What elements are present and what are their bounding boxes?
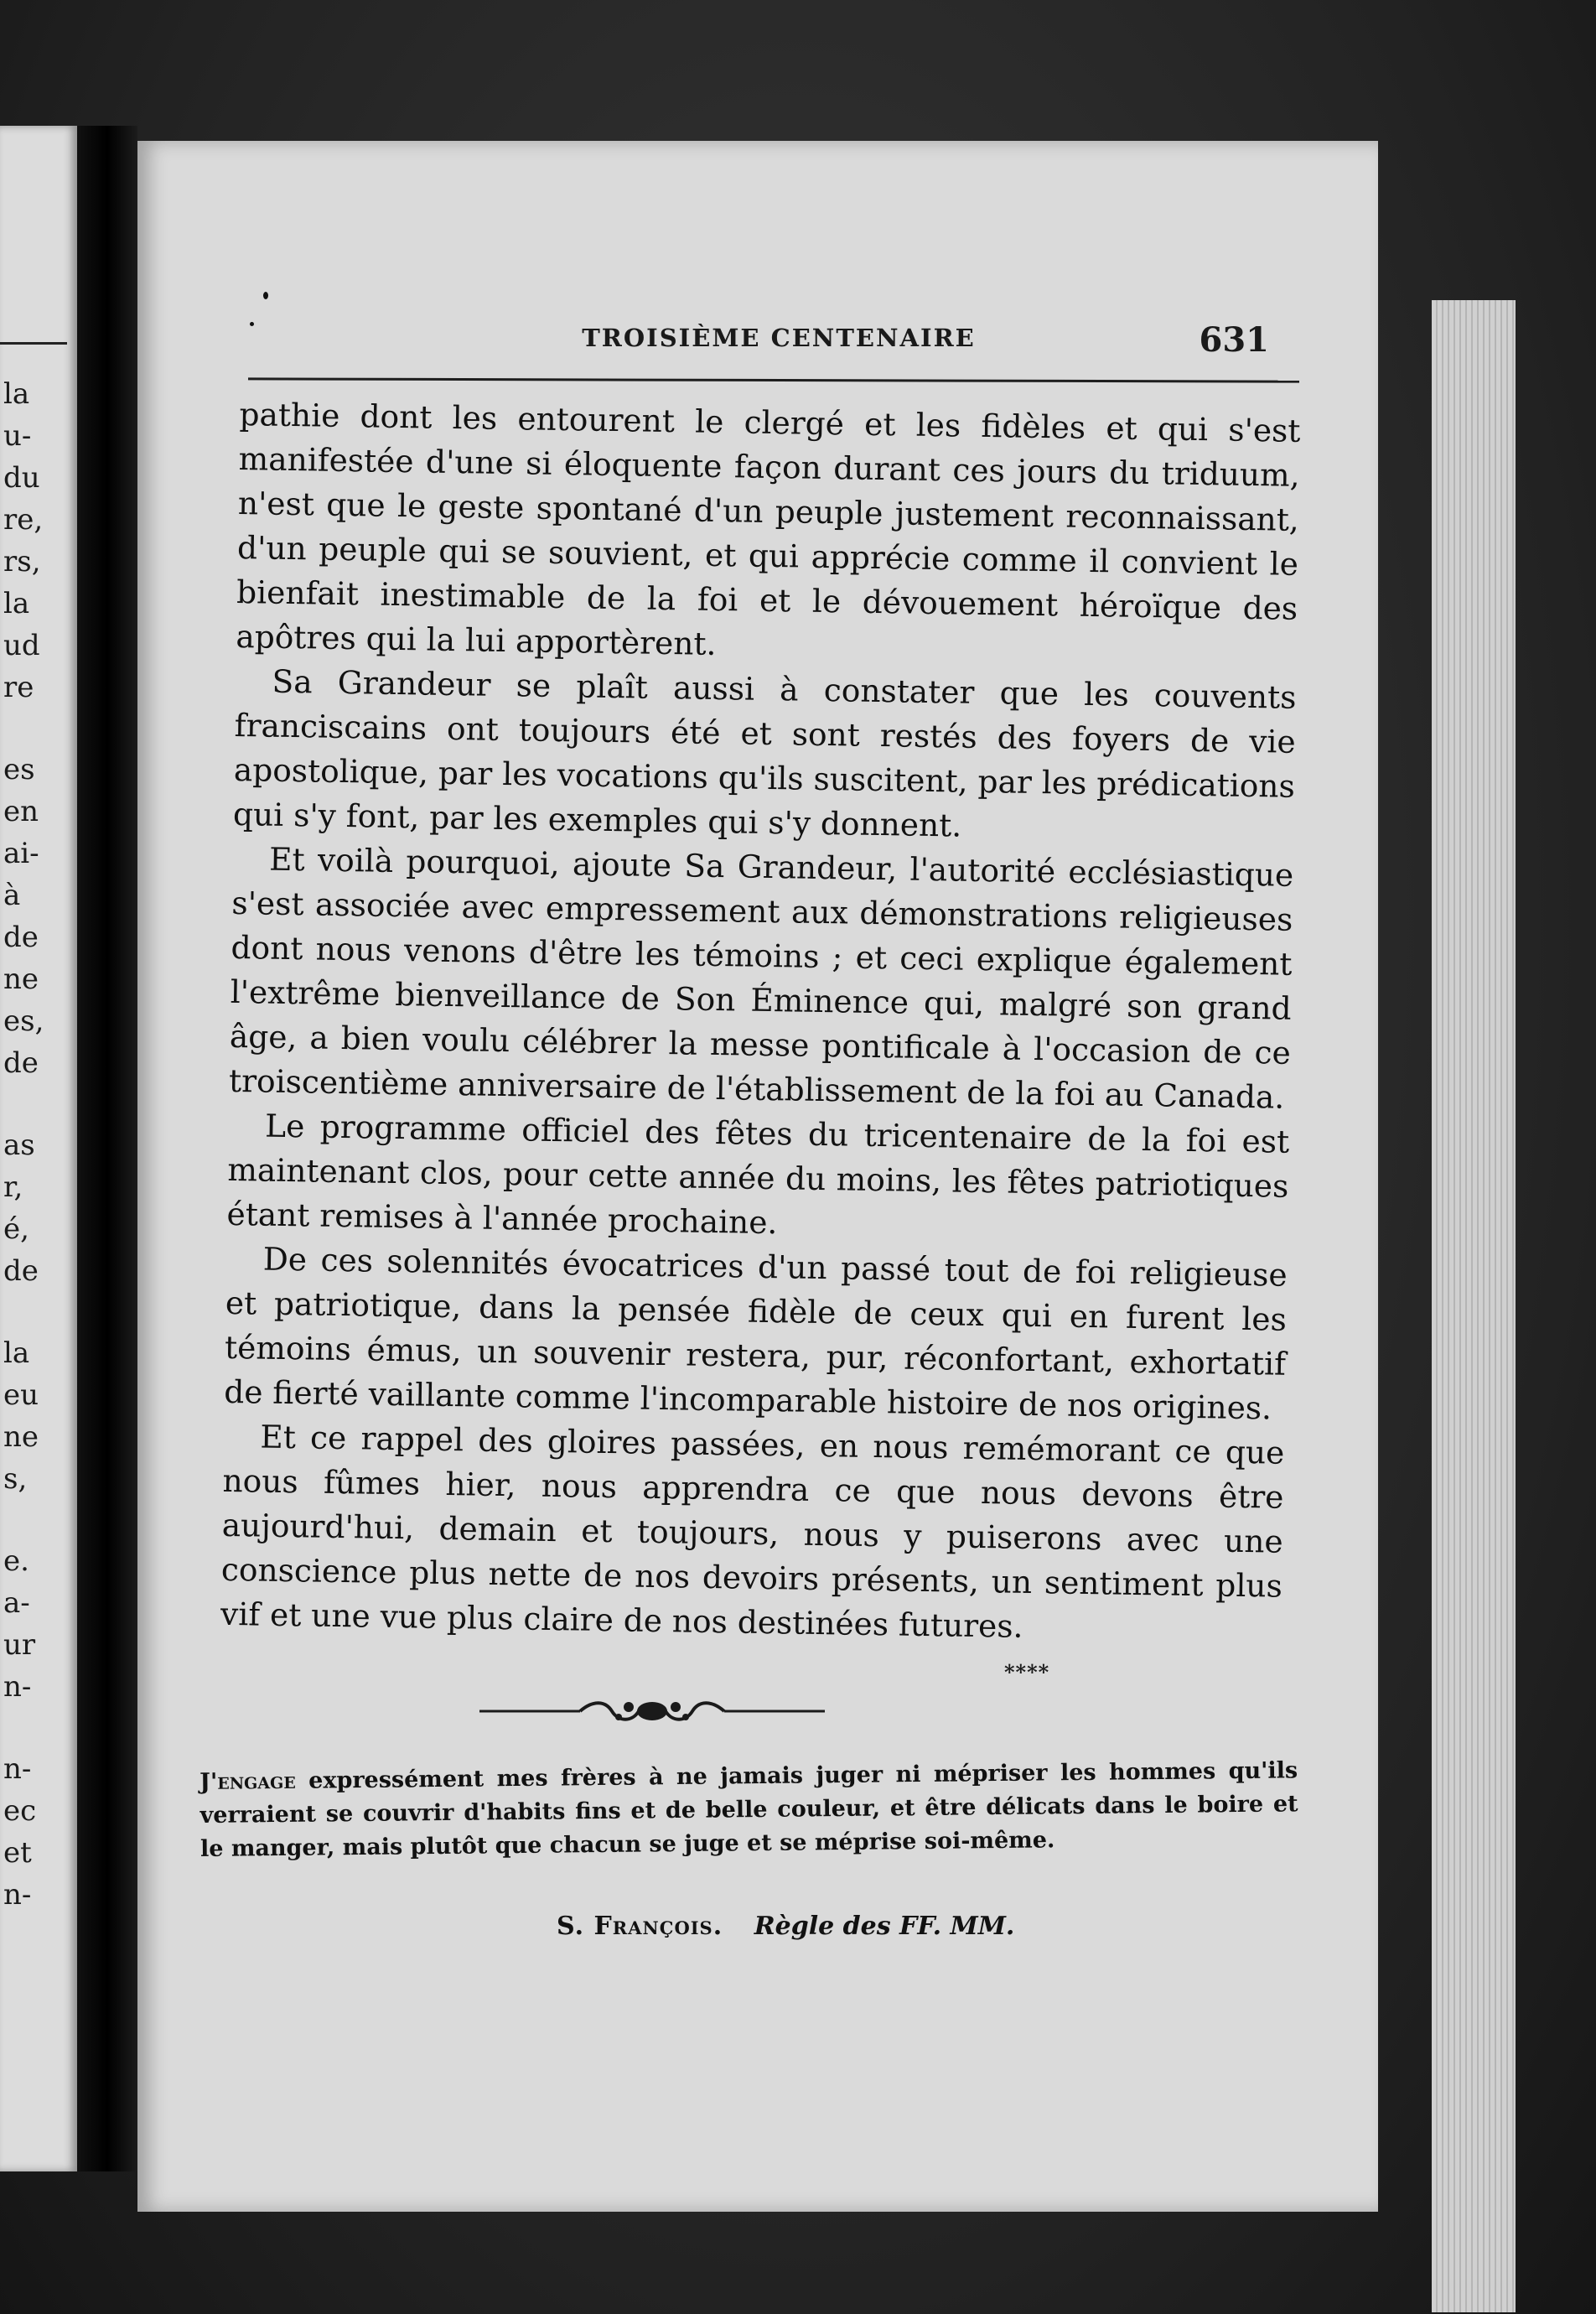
quote-lead: J'engage (200, 1767, 296, 1795)
paragraph: Sa Grandeur se plaît aussi à constater que les couvents franciscains ont toujours été et sont restés des foyers de vie apostolique, par les vocations qu'ils suscitent, par les prédications qui s'y font, par les exemples qui s'y donnent. (232, 662, 1297, 844)
book-gutter (77, 126, 137, 2171)
facing-page-fragment-line: la (3, 1336, 30, 1370)
paragraph: De ces solennités évocatrices d'un passé tout de foi religieuse et patriotique, dans la pensée fidèle de ceux qui en furent les témoins émus, un souvenir restera, pur, réconfortant, exhortatif de fierté vaillante comme l'incomparable histoire de nos origines. (223, 1240, 1288, 1427)
facing-page-fragment-line: à (3, 879, 21, 912)
facing-page-fragment-line: ne (3, 1420, 39, 1454)
facing-page-fragment-line: re, (3, 503, 44, 537)
facing-page-fragment-line: es, (3, 1004, 44, 1038)
facing-page-fragment-line: es (3, 753, 35, 786)
paragraph: Et ce rappel des gloires passées, en nous remémorant ce que nous fûmes hier, nous apprendra ce que nous devons être aujourd'hui, demain et toujours, nous y puiserons avec une conscience plus nette de nos devoirs présents, un sentiment plus vif et une vue plus claire de nos destinées futures. (220, 1418, 1285, 1645)
facing-page-fragment-line: u- (3, 419, 32, 453)
facing-page-fragment-line: de (3, 1046, 39, 1080)
facing-page-fragment-line: r, (3, 1170, 23, 1204)
paragraph: Et voilà pourquoi, ajoute Sa Grandeur, l'autorité ecclésiastique s'est associée avec empressement aux démonstrations religieuses dont nous venons d'être les témoins ; et ceci explique également l'extrême bienveillance de Son Éminence qui, malgré son grand âge, a bien voulu célébrer la messe pontificale à l'occasion de ce troiscentième anniversaire de l'établissement de la foi au Canada. (228, 840, 1294, 1116)
facing-page-fragment-line: eu (3, 1378, 39, 1412)
facing-page-fragment-line: et (3, 1836, 32, 1870)
paragraph: Le programme officiel des fêtes du tricentenaire de la foi est maintenant clos, pour cette année du moins, les fêtes patriotiques étant remises à l'année prochaine. (226, 1107, 1290, 1242)
facing-page-fragment-line: ec (3, 1794, 37, 1828)
facing-page-fragment-line: de (3, 1254, 39, 1288)
facing-page-fragment-line: e. (3, 1544, 29, 1578)
end-mark: **** (1004, 1660, 1050, 1684)
facing-page-fragment-line: la (3, 377, 30, 411)
facing-page-fragment-line: ud (3, 629, 40, 662)
page-number: 631 (1199, 320, 1269, 360)
facing-page-fragment-line: as (3, 1128, 35, 1162)
paragraph: pathie dont les entourent le clergé et les fidèles et qui s'est manifestée d'une si éloquente façon durant ces jours du triduum, n'est que le geste spontané d'un peuple justement reconnaissant, d'un peuple qui se souvient, et qui apprécie comme il convient le bienfait inestimable de la foi et le dévouement héroïque des apôtres qui la lui apportèrent. (236, 395, 1301, 662)
page-header (255, 320, 1303, 382)
facing-page-fragment-line: rs, (3, 545, 41, 578)
facing-page-fragment-line: s, (3, 1462, 28, 1496)
attribution-work: Règle des FF. MM. (754, 1912, 1015, 1941)
book-page (137, 141, 1378, 2212)
scan-speck (263, 292, 268, 299)
facing-page-fragment-line: n- (3, 1878, 32, 1912)
attribution-author: S. François. (557, 1912, 723, 1941)
body-text (220, 392, 1301, 1653)
facing-page-fragment-line: la (3, 587, 30, 620)
facing-page-fragment-line: n- (3, 1752, 32, 1786)
quote-attribution (557, 1912, 1014, 1941)
facing-page-rule (0, 342, 67, 345)
facing-page-fragment-line: ur (3, 1628, 36, 1662)
facing-page-fragment (0, 126, 77, 2171)
ornament-divider (479, 1692, 825, 1730)
epigraph-quote (200, 1754, 1298, 1866)
scan-speck (250, 322, 254, 326)
quote-text: expressément mes frères à ne jamais juger ni mépriser les hommes qu'ils verraient se couvrir d'habits fins et de belle couleur, et être délicats dans le boire et le manger, mais plutôt que chacun se juge et se méprise soi-même. (200, 1757, 1298, 1862)
running-head: TROISIÈME CENTENAIRE (582, 324, 976, 352)
facing-page-fragment-line: re (3, 671, 34, 704)
facing-page-fragment-line: du (3, 461, 40, 495)
facing-page-fragment-line: a- (3, 1586, 30, 1620)
page-edges (1432, 300, 1516, 2312)
facing-page-fragment-line: de (3, 921, 39, 954)
facing-page-fragment-line: é, (3, 1212, 29, 1246)
facing-page-fragment-line: en (3, 795, 39, 828)
facing-page-fragment-line: ne (3, 962, 39, 996)
facing-page-fragment-line: n- (3, 1670, 32, 1704)
facing-page-fragment-line: ai- (3, 837, 39, 870)
